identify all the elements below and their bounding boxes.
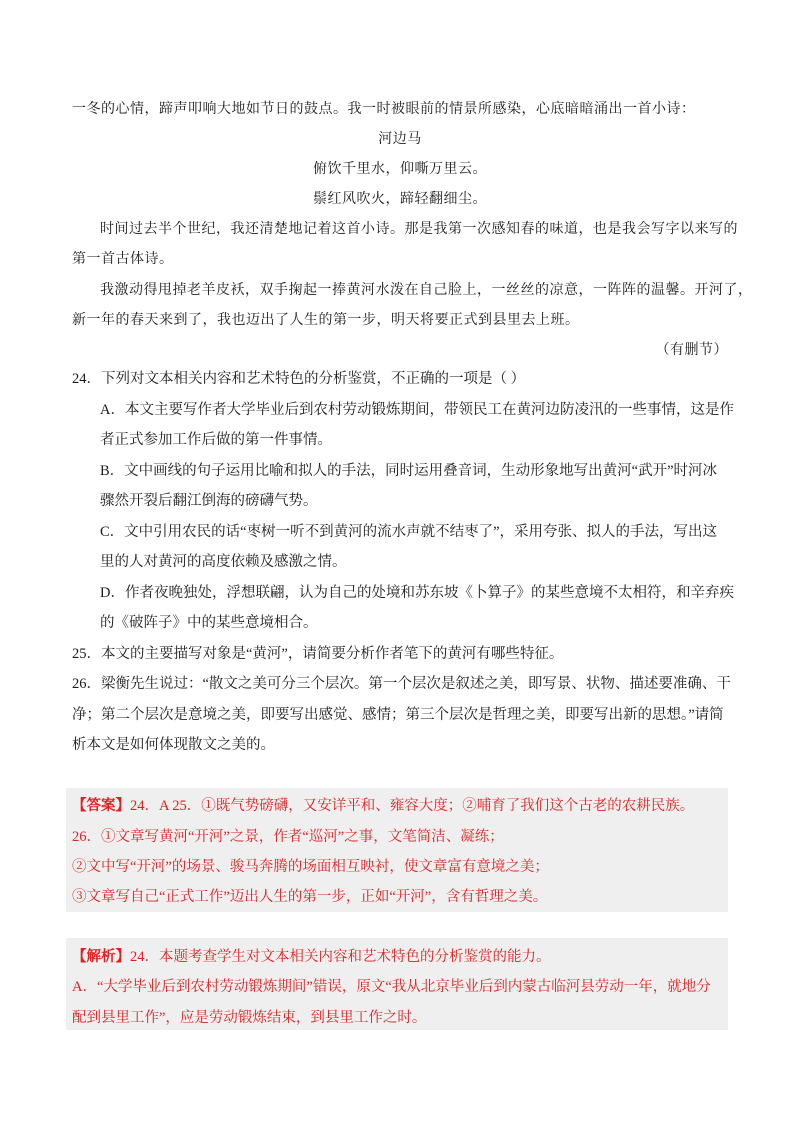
question-26-line-2: 净；第二个层次是意境之美，即要写出感觉、感情；第三个层次是哲理之美，即要写出新的思想。”请简 xyxy=(72,707,724,723)
answer-text-1: 24．A 25．①既气势磅礴，又安详平和、雍容大度；②哺育了我们这个古老的农耕民族。 xyxy=(130,798,695,814)
poem-line-1: 俯饮千里水，仰嘶万里云。 xyxy=(313,161,487,177)
analysis-line-2: A．“大学毕业后到农村劳动锻炼期间”错误，原文“我从北京毕业后到内蒙古临河县劳动一年，就地分 xyxy=(72,979,711,995)
analysis-line-3: 配到县里工作”，应是劳动锻炼结束，到县里工作之时。 xyxy=(72,1010,427,1026)
answer-line-4: ③文章写自己“正式工作”迈出人生的第一步，正如“开河”，含有哲理之美。 xyxy=(72,889,548,905)
analysis-line-1 xyxy=(72,947,551,967)
option-c-line-2: 里的人对黄河的高度依赖及感激之情。 xyxy=(100,554,347,570)
option-b-line-2: 骤然开裂后翻江倒海的磅礴气势。 xyxy=(100,493,318,509)
answer-line-1 xyxy=(72,796,694,816)
option-a-line-2: 者正式参加工作后做的第一件事情。 xyxy=(100,432,332,448)
abridged-note: （有删节） xyxy=(655,342,728,358)
answer-line-2: 26．①文章写黄河“开河”之景，作者“巡河”之事，文笔简洁、凝练； xyxy=(72,829,504,845)
passage-paragraph-2-line-1: 时间过去半个世纪，我还清楚地记着这首小诗。那是我第一次感知春的味道，也是我会写字以来写的 xyxy=(100,221,738,237)
option-b-line-1: B．文中画线的句子运用比喻和拟人的手法，同时运用叠音词，生动形象地写出黄河“武开”时河冰 xyxy=(100,463,718,479)
question-24: 24．下列对文本相关内容和艺术特色的分析鉴赏，不正确的一项是（ ） xyxy=(72,371,526,387)
analysis-text-1: 24．本题考查学生对文本相关内容和艺术特色的分析鉴赏的能力。 xyxy=(130,949,551,965)
passage-paragraph-3-line-1: 我激动得甩掉老羊皮袄，双手掬起一捧黄河水泼在自己脸上，一丝丝的凉意，一阵阵的温馨。开河了， xyxy=(100,282,753,298)
question-26-line-3: 析本文是如何体现散文之美的。 xyxy=(72,737,275,753)
option-a-line-1: A．本文主要写作者大学毕业后到农村劳动锻炼期间，带领民工在黄河边防凌汛的一些事情，这是作 xyxy=(100,402,734,418)
passage-paragraph-3-line-2: 新一年的春天来到了，我也迈出了人生的第一步，明天将要正式到县里去上班。 xyxy=(72,312,580,328)
poem-title: 河边马 xyxy=(378,131,422,147)
option-d-line-2: 的《破阵子》中的某些意境相合。 xyxy=(100,615,318,631)
passage-paragraph-2-line-2: 第一首古体诗。 xyxy=(72,251,174,267)
option-c-line-1: C．文中引用农民的话“枣树一听不到黄河的流水声就不结枣了”，采用夸张、拟人的手法，写出这 xyxy=(100,524,718,540)
passage-paragraph-1: 一冬的心情，蹄声叩响大地如节日的鼓点。我一时被眼前的情景所感染，心底暗暗涌出一首小诗： xyxy=(72,101,696,117)
option-d-line-1: D．作者夜晚独处，浮想联翩，认为自己的处境和苏东坡《卜算子》的某些意境不太相符，和辛弃疾 xyxy=(100,585,734,601)
answer-tag: 【答案】 xyxy=(72,798,130,814)
analysis-tag: 【解析】 xyxy=(72,949,130,965)
question-26-line-1: 26．梁衡先生说过：“散文之美可分三个层次。第一个层次是叙述之美，即写景、状物、描述要准确、干 xyxy=(72,676,731,692)
answer-line-3: ②文中写“开河”的场景、骏马奔腾的场面相互映衬，使文章富有意境之美； xyxy=(72,859,549,875)
poem-line-2: 鬃红风吹火，蹄轻翻细尘。 xyxy=(313,191,487,207)
question-25: 25．本文的主要描写对象是“黄河”，请简要分析作者笔下的黄河有哪些特征。 xyxy=(72,646,564,662)
